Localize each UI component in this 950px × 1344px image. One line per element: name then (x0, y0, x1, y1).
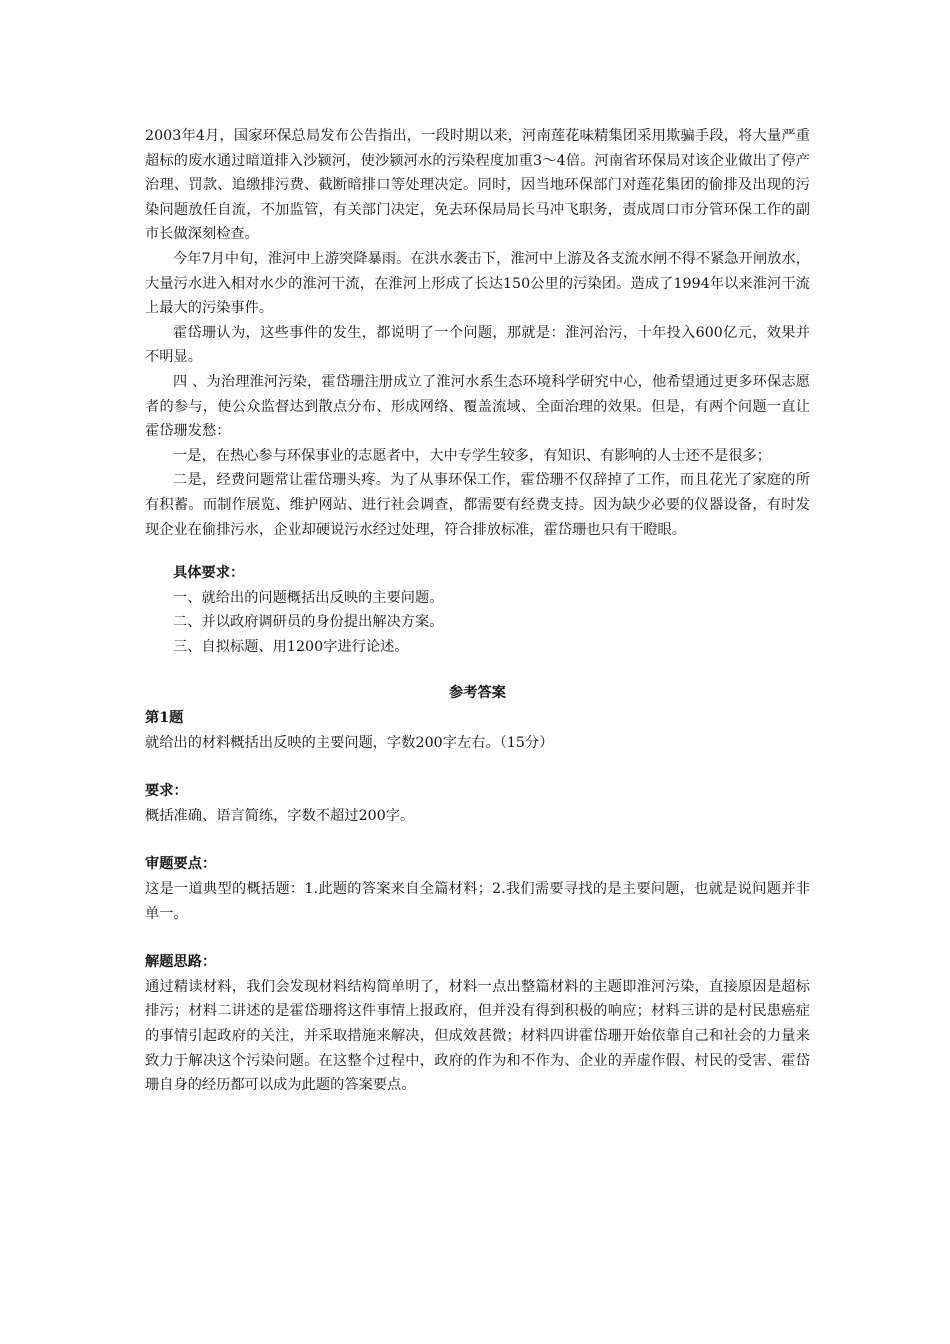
requirement-heading: 要求： (145, 783, 188, 800)
question-label: 第1题 (145, 710, 184, 727)
approach-text: 通过精读材料，我们会发现材料结构简单明了，材料一点出整篇材料的主题即淮河污染，直接原因是超标排污；材料二讲述的是霍岱珊将这件事情上报政府，但并没有得到积极的响应；材料三讲的是村民患癌症的事情引起政府的关注，并采取措施来解决，但成效甚微；材料四讲霍岱珊开始依靠自己和社会的力量来致力于解决这个污染问题。在这整个过程中，政府的作为和不作为、企业的弄虚作假、村民的受害、霍岱珊自身的经历都可以成为此题的答案要点。 (145, 978, 810, 1094)
material-paragraph-4: 四 、为治理淮河污染，霍岱珊注册成立了淮河水系生态环境科学研究中心，他希望通过更多环保志愿者的参与，使公众监督达到散点分布、形成网络、覆盖流域、全面治理的效果。但是，有两个问题一直让霍岱珊发愁： (145, 373, 810, 440)
requirements-section (145, 561, 810, 659)
material-paragraph-5: 一是，在热心参与环保事业的志愿者中，大中专学生较多，有知识、有影响的人士还不是很多； (173, 447, 771, 464)
material-paragraph-2: 今年7月中旬，淮河中上游突降暴雨。在洪水袭击下，淮河中上游及各支流水闸不得不紧急开闸放水，大量污水进入相对水少的淮河干流，在淮河上形成了长达150公里的污染团。造成了1994年以来淮河干流上最大的污染事件。 (145, 250, 810, 317)
answer-title: 参考答案 (449, 685, 506, 702)
requirement-item-3: 三、自拟标题、用1200字进行论述。 (173, 638, 409, 655)
material-paragraph-3: 霍岱珊认为，这些事件的发生，都说明了一个问题，那就是：淮河治污，十年投入600亿元，效果并不明显。 (145, 324, 810, 366)
question-text: 就给出的材料概括出反映的主要问题，字数200字左右。（15分） (145, 734, 554, 751)
key-points-heading: 审题要点： (145, 856, 217, 873)
approach-heading: 解题思路： (145, 954, 217, 971)
material-paragraph-1: 2003年4月，国家环保总局发布公告指出，一段时期以来，河南莲花味精集团采用欺骗手段，将大量严重超标的废水通过暗道排入沙颍河，使沙颍河水的污染程度加重3～4倍。河南省环保局对该企业做出了停产治理、罚款、追缴排污费、截断暗排口等处理决定。同时，因当地环保部门对莲花集团的偷排及出现的污染问题放任自流，不加监管，有关部门决定，免去环保局局长马冲飞职务，责成周口市分管环保工作的副市长做深刻检查。 (145, 128, 810, 243)
key-points-text: 这是一道典型的概括题：1.此题的答案来自全篇材料；2.我们需要寻找的是主要问题，也就是说问题并非单一。 (145, 881, 810, 922)
material-paragraph-6: 二是，经费问题常让霍岱珊头疼。为了从事环保工作，霍岱珊不仅辞掉了工作，而且花光了家庭的所有积蓄。而制作展览、维护网站、进行社会调查，都需要有经费支持。因为缺少必要的仪器设备，有时发现企业在偷排污水，企业却硬说污水经过处理，符合排放标准，霍岱珊也只有干瞪眼。 (145, 472, 810, 538)
document-page (145, 124, 810, 1098)
requirement-item-2: 二、并以政府调研员的身份提出解决方案。 (173, 614, 444, 631)
requirement-text: 概括准确、语言简练，字数不超过200字。 (145, 807, 415, 824)
requirements-heading: 具体要求： (173, 565, 245, 582)
answer-section (145, 681, 810, 1097)
requirement-item-1: 一、就给出的问题概括出反映的主要问题。 (173, 589, 444, 606)
material-section (145, 124, 810, 542)
